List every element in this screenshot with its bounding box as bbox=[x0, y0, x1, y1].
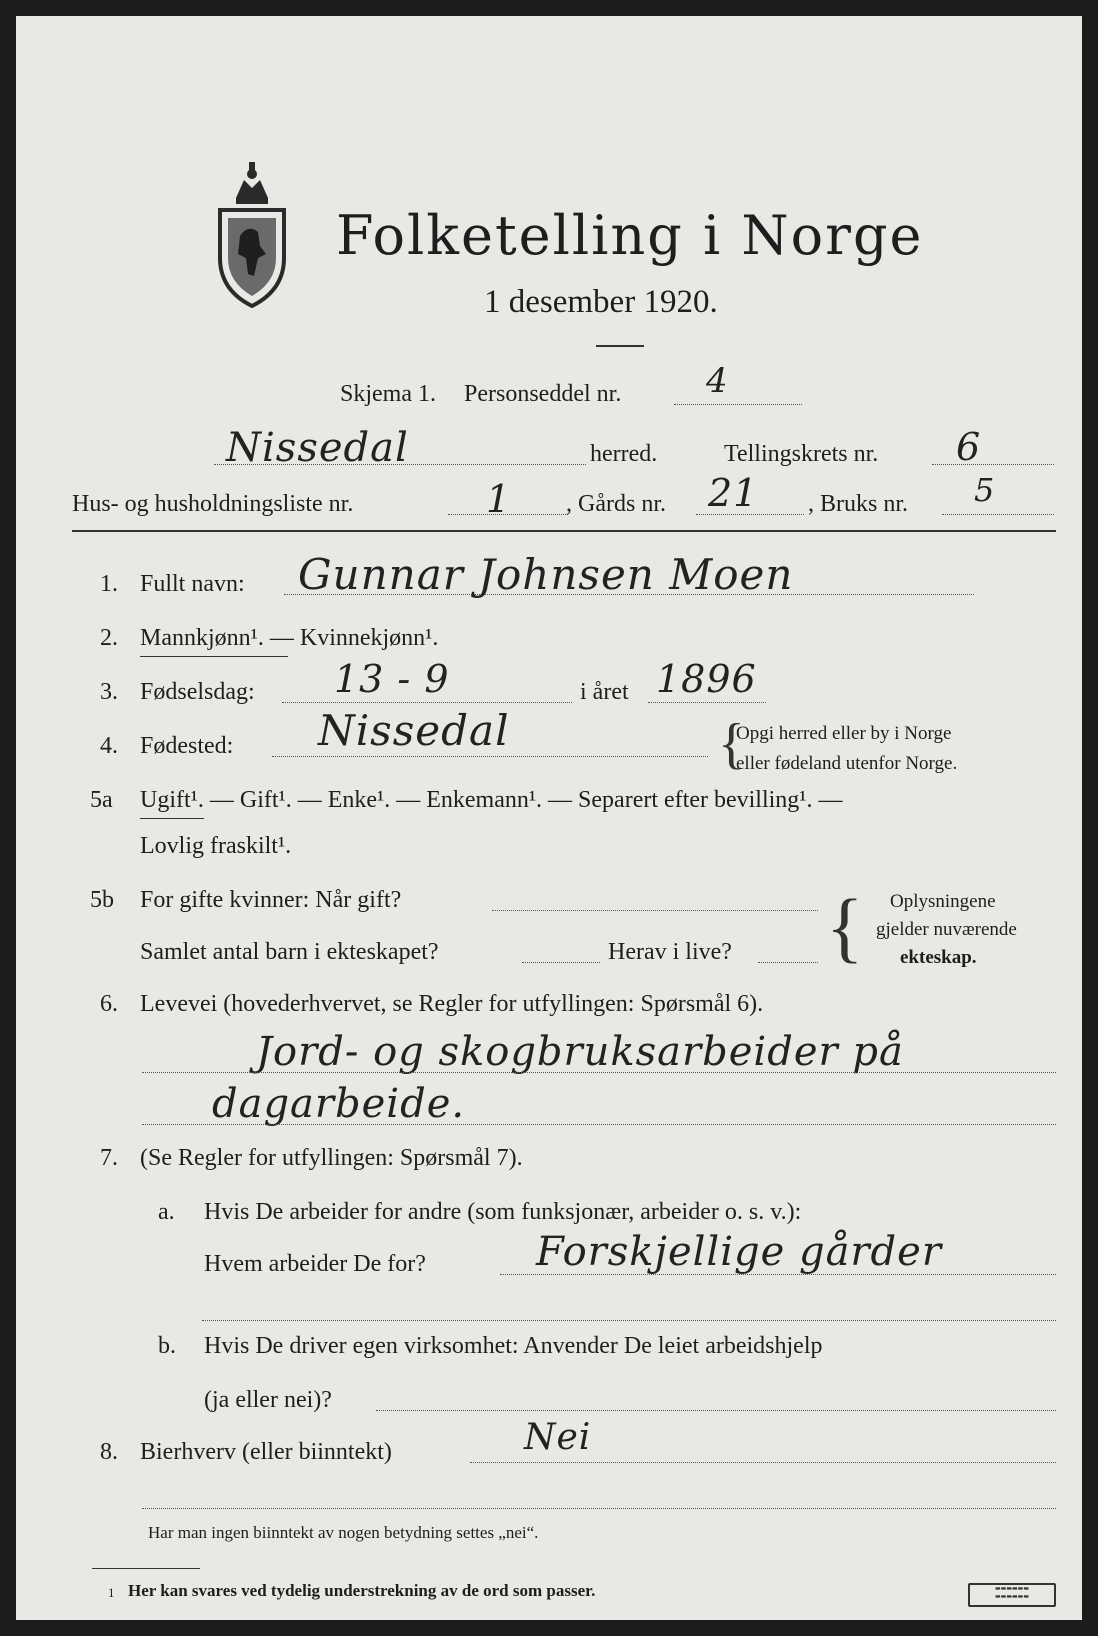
q5b-alive-label: Herav i live? bbox=[608, 939, 732, 965]
footnote-mark: 1 bbox=[108, 1585, 115, 1600]
hired-help-line bbox=[376, 1410, 1056, 1411]
occupation-value-line2: dagarbeide. bbox=[212, 1081, 466, 1127]
q4-note-brace: { bbox=[718, 713, 745, 775]
q1-label: Fullt navn: bbox=[140, 571, 245, 597]
skjema-label: Skjema 1. bbox=[340, 381, 436, 407]
q7-label: (Se Regler for utfyllingen: Spørsmål 7). bbox=[140, 1145, 523, 1171]
marital-status-line2: Lovlig fraskilt¹. bbox=[140, 833, 292, 859]
personseddel-value: 4 bbox=[706, 361, 729, 401]
birthplace-value: Nissedal bbox=[318, 706, 510, 755]
employer-line2 bbox=[202, 1320, 1056, 1321]
hus-label: Hus- og husholdningsliste nr. bbox=[72, 491, 354, 517]
tellingskrets-line bbox=[932, 464, 1054, 465]
tellingskrets-label: Tellingskrets nr. bbox=[724, 441, 879, 467]
form-title: Folketelling i Norge bbox=[336, 204, 924, 267]
marital-selected-underline bbox=[140, 818, 204, 819]
gender-options: Mannkjønn¹. — Kvinnekjønn¹. bbox=[140, 625, 439, 651]
side-income-value: Nei bbox=[524, 1417, 592, 1458]
footnote-rule bbox=[92, 1568, 200, 1569]
norwegian-coat-of-arms-icon bbox=[214, 158, 290, 310]
q5b-line1: For gifte kvinner: Når gift? bbox=[140, 887, 402, 913]
birthday-line bbox=[282, 702, 572, 703]
herred-value: Nissedal bbox=[226, 425, 409, 471]
q1-number: 1. bbox=[100, 571, 118, 597]
divider bbox=[596, 345, 644, 347]
herred-label: herred. bbox=[590, 441, 658, 467]
q5b-note-line1: Oplysningene bbox=[890, 891, 996, 912]
q7b-line1: Hvis De driver egen virksomhet: Anvender De leiet arbeidshjelp bbox=[204, 1333, 823, 1359]
birthplace-line bbox=[272, 756, 708, 757]
q8-label: Bierhverv (eller biinntekt) bbox=[140, 1439, 392, 1465]
bruks-value: 5 bbox=[974, 471, 996, 509]
year-line bbox=[648, 702, 766, 703]
gender-selected-underline bbox=[140, 656, 288, 657]
q7a-line2: Hvem arbeider De for? bbox=[204, 1251, 426, 1277]
census-form bbox=[16, 16, 1082, 1620]
q5b-number: 5b bbox=[90, 887, 114, 913]
bruks-line bbox=[942, 514, 1054, 515]
q7a-letter: a. bbox=[158, 1199, 175, 1225]
q4-number: 4. bbox=[100, 733, 118, 759]
tellingskrets-value: 6 bbox=[956, 425, 982, 469]
occupation-line1 bbox=[142, 1072, 1056, 1073]
side-income-line2 bbox=[142, 1508, 1056, 1509]
year-label: i året bbox=[580, 679, 629, 705]
q4-note-line1: Opgi herred eller by i Norge bbox=[736, 723, 952, 744]
birthday-value: 13 - 9 bbox=[334, 657, 450, 701]
q2-number: 2. bbox=[100, 625, 118, 651]
q8-note: Har man ingen biinntekt av nogen betydning settes „nei“. bbox=[148, 1523, 539, 1542]
full-name-value: Gunnar Johnsen Moen bbox=[298, 550, 794, 599]
q5b-note-brace: { bbox=[826, 883, 864, 970]
employer-value: Forskjellige gårder bbox=[536, 1229, 942, 1275]
q5a-number: 5a bbox=[90, 787, 113, 813]
gards-label: , Gårds nr. bbox=[566, 491, 666, 517]
occupation-line2 bbox=[142, 1124, 1056, 1125]
personseddel-label: Personseddel nr. bbox=[464, 381, 622, 407]
gards-value: 21 bbox=[708, 471, 759, 515]
q3-number: 3. bbox=[100, 679, 118, 705]
q7b-letter: b. bbox=[158, 1333, 176, 1359]
q6-label: Levevei (hovederhvervet, se Regler for utfyllingen: Spørsmål 6). bbox=[140, 991, 764, 1017]
q7b-line2: (ja eller nei)? bbox=[204, 1387, 332, 1413]
bruks-label: , Bruks nr. bbox=[808, 491, 909, 517]
children-count-line bbox=[522, 962, 600, 963]
q7a-line1: Hvis De arbeider for andre (som funksjonær, arbeider o. s. v.): bbox=[204, 1199, 802, 1225]
q4-note-line2: eller fødeland utenfor Norge. bbox=[736, 753, 958, 774]
footnote-text: Her kan svares ved tydelig understrekning av de ord som passer. bbox=[128, 1581, 596, 1600]
occupation-value-line1: Jord- og skogbruksarbeider på bbox=[256, 1029, 904, 1075]
q6-number: 6. bbox=[100, 991, 118, 1017]
q8-number: 8. bbox=[100, 1439, 118, 1465]
q3-label: Fødselsdag: bbox=[140, 679, 255, 705]
q5b-note-line3: ekteskap. bbox=[900, 947, 977, 968]
marital-status-options: Ugift¹. — Gift¹. — Enke¹. — Enkemann¹. — Separert efter bevilling¹. — bbox=[140, 787, 843, 813]
personseddel-line bbox=[674, 404, 802, 405]
printer-stamp: ▬▬▬▬▬▬ ▬▬▬▬▬▬ bbox=[968, 1583, 1056, 1607]
header-rule bbox=[72, 530, 1056, 532]
q5b-note-line2: gjelder nuværende bbox=[876, 919, 1017, 940]
census-date: 1 desember 1920. bbox=[484, 284, 718, 320]
hus-value: 1 bbox=[486, 477, 512, 521]
children-alive-line bbox=[758, 962, 818, 963]
q4-label: Fødested: bbox=[140, 733, 234, 759]
birth-year-value: 1896 bbox=[656, 657, 757, 701]
side-income-line bbox=[470, 1462, 1056, 1463]
married-when-line bbox=[492, 910, 818, 911]
q7-number: 7. bbox=[100, 1145, 118, 1171]
q5b-children-label: Samlet antal barn i ekteskapet? bbox=[140, 939, 439, 965]
